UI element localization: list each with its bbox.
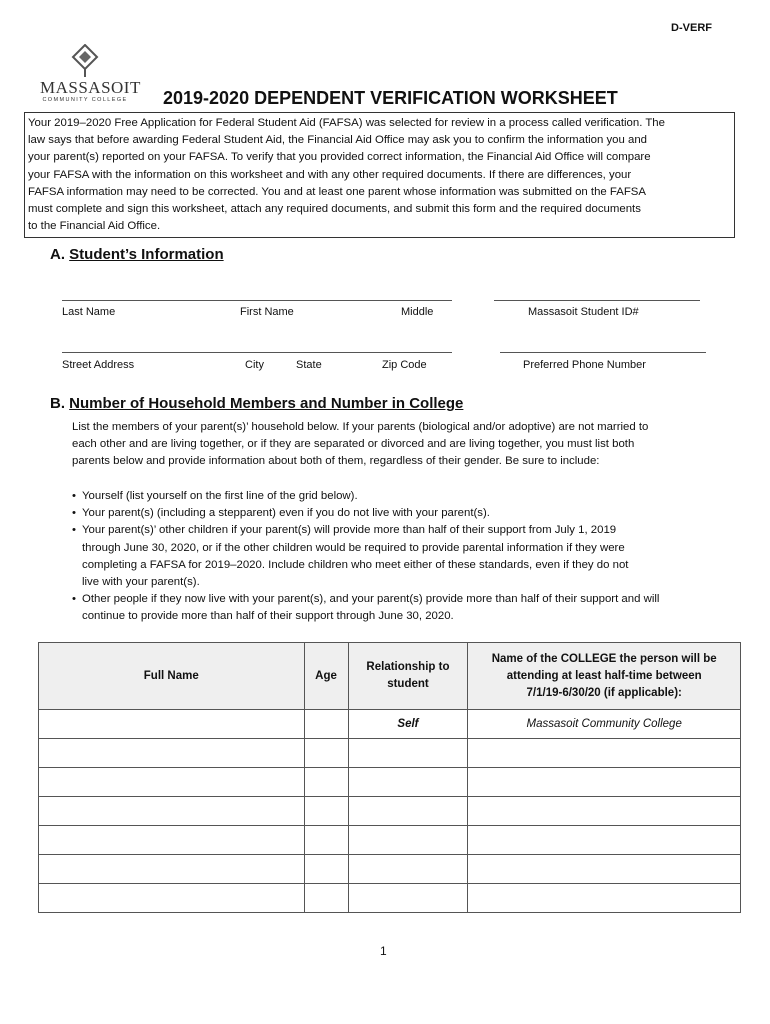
list-item-line: Other people if they now live with your parent(s), and your parent(s) provide more than half of their support and will [82, 593, 660, 606]
full-name-cell[interactable] [39, 826, 305, 855]
street-address-label: Street Address [62, 359, 135, 371]
phone-line[interactable] [500, 352, 706, 353]
age-cell[interactable] [304, 739, 348, 768]
table-row [39, 884, 741, 913]
intro-line: your FAFSA with the information on this worksheet and with any other required documents. If there are differences, your [28, 168, 632, 181]
full-name-cell[interactable] [39, 768, 305, 797]
student-id-line[interactable] [494, 300, 700, 301]
intro-line: law says that before awarding Federal Student Aid, the Financial Aid Office may ask you to confirm the information you and [28, 134, 648, 147]
section-b-paragraph [72, 419, 752, 471]
section-a-title: Student’s Information [69, 246, 224, 263]
table-row [39, 826, 741, 855]
section-b-title: Number of Household Members and Number in College [69, 395, 464, 412]
include-list [72, 488, 752, 626]
section-a-letter: A. [50, 246, 65, 263]
header-line: student [387, 678, 429, 690]
intro-line: to the Financial Aid Office. [28, 220, 161, 233]
full-name-cell[interactable] [39, 855, 305, 884]
logo-subtitle: COMMUNITY COLLEGE [42, 97, 128, 103]
list-item [72, 505, 752, 522]
section-a-heading [50, 246, 224, 263]
age-cell[interactable] [304, 855, 348, 884]
phone-label: Preferred Phone Number [523, 359, 646, 371]
header-line: attending at least half-time between [506, 669, 702, 682]
bullet-icon: • [72, 593, 76, 606]
table-row [39, 855, 741, 884]
paragraph-line: List the members of your parent(s)’ household below. If your parents (biological and/or adoptive) are not married to [72, 421, 649, 433]
paragraph-line: parents below and provide information about both of them, regardless of their gender. Be sure to include: [72, 455, 600, 468]
table-row [39, 710, 741, 739]
table-row [39, 739, 741, 768]
full-name-cell[interactable] [39, 797, 305, 826]
intro-box [24, 112, 735, 238]
form-code: D-VERF [671, 22, 712, 34]
section-b-letter: B. [50, 395, 65, 412]
massasoit-logo-icon [67, 44, 103, 78]
zip-code-label: Zip Code [382, 359, 427, 371]
header-line: Relationship to [366, 661, 450, 673]
intro-line: must complete and sign this worksheet, attach any required documents, and submit this form and the required documents [28, 203, 641, 216]
intro-line: your parent(s) reported on your FAFSA. To verify that you provided correct information, the Financial Aid Office will compare [28, 151, 651, 164]
relationship-cell[interactable]: Self [348, 710, 468, 739]
address-line[interactable] [62, 352, 452, 353]
list-item [72, 488, 752, 505]
list-item-line: continue to provide more than half of their support through June 30, 2020. [82, 610, 454, 623]
intro-line: Your 2019–2020 Free Application for Federal Student Aid (FAFSA) was selected for review in a process called verification. The [28, 117, 665, 129]
relationship-cell[interactable] [348, 826, 468, 855]
college-cell[interactable] [468, 855, 741, 884]
paragraph-line: each other and are living together, or if they are separated or divorced and are living together, you must list both [72, 438, 635, 451]
relationship-header [348, 643, 468, 710]
table-row [39, 797, 741, 826]
full-name-header: Full Name [39, 643, 305, 710]
middle-label: Middle [401, 306, 434, 318]
first-name-label: First Name [240, 306, 294, 318]
age-cell[interactable] [304, 768, 348, 797]
relationship-cell[interactable] [348, 884, 468, 913]
college-cell[interactable] [468, 797, 741, 826]
document-title: 2019-2020 DEPENDENT VERIFICATION WORKSHEET [163, 88, 618, 108]
list-item-line: Your parent(s) (including a stepparent) even if you do not live with your parent(s). [82, 507, 490, 520]
list-item-line: live with your parent(s). [82, 576, 200, 589]
list-item-line: Yourself (list yourself on the first line of the grid below). [82, 490, 358, 502]
college-cell[interactable] [468, 826, 741, 855]
last-name-label: Last Name [62, 306, 116, 318]
college-header [468, 643, 741, 710]
table-row [39, 768, 741, 797]
list-item-line: through June 30, 2020, or if the other children would be required to provide parental information if they were [82, 541, 625, 554]
bullet-icon: • [72, 490, 76, 502]
relationship-cell[interactable] [348, 855, 468, 884]
full-name-cell[interactable] [39, 710, 305, 739]
relationship-cell[interactable] [348, 739, 468, 768]
college-cell[interactable] [468, 768, 741, 797]
header-line: Name of the COLLEGE the person will be [491, 652, 717, 665]
section-b-heading [50, 395, 463, 412]
table-header-row [39, 643, 741, 710]
bullet-icon: • [72, 524, 76, 537]
age-cell[interactable] [304, 884, 348, 913]
college-cell[interactable] [468, 739, 741, 768]
header-line: 7/1/19-6/30/20 (if applicable): [526, 686, 682, 699]
bullet-icon: • [72, 507, 76, 520]
age-cell[interactable] [304, 826, 348, 855]
college-cell[interactable]: Massasoit Community College [468, 710, 741, 739]
college-logo [40, 44, 141, 104]
relationship-cell[interactable] [348, 797, 468, 826]
intro-line: FAFSA information may need to be corrected. You and at least one parent whose information was submitted on the FAFSA [28, 185, 646, 198]
page-number: 1 [380, 944, 387, 958]
state-label: State [296, 359, 322, 371]
list-item-line: Your parent(s)’ other children if your parent(s) will provide more than half of their support from July 1, 2019 [82, 524, 617, 537]
relationship-cell[interactable] [348, 768, 468, 797]
city-label: City [245, 359, 264, 371]
age-cell[interactable] [304, 797, 348, 826]
logo-name: MASSASOIT [40, 78, 141, 97]
name-line[interactable] [62, 300, 452, 301]
full-name-cell[interactable] [39, 739, 305, 768]
college-cell[interactable] [468, 884, 741, 913]
household-table [38, 642, 741, 913]
list-item [72, 522, 752, 591]
list-item [72, 591, 752, 625]
student-id-label: Massasoit Student ID# [528, 306, 639, 318]
age-header: Age [304, 643, 348, 710]
full-name-cell[interactable] [39, 884, 305, 913]
age-cell[interactable] [304, 710, 348, 739]
list-item-line: completing a FAFSA for 2019–2020. Include children who meet either of these standards, even if they do not [82, 558, 629, 571]
